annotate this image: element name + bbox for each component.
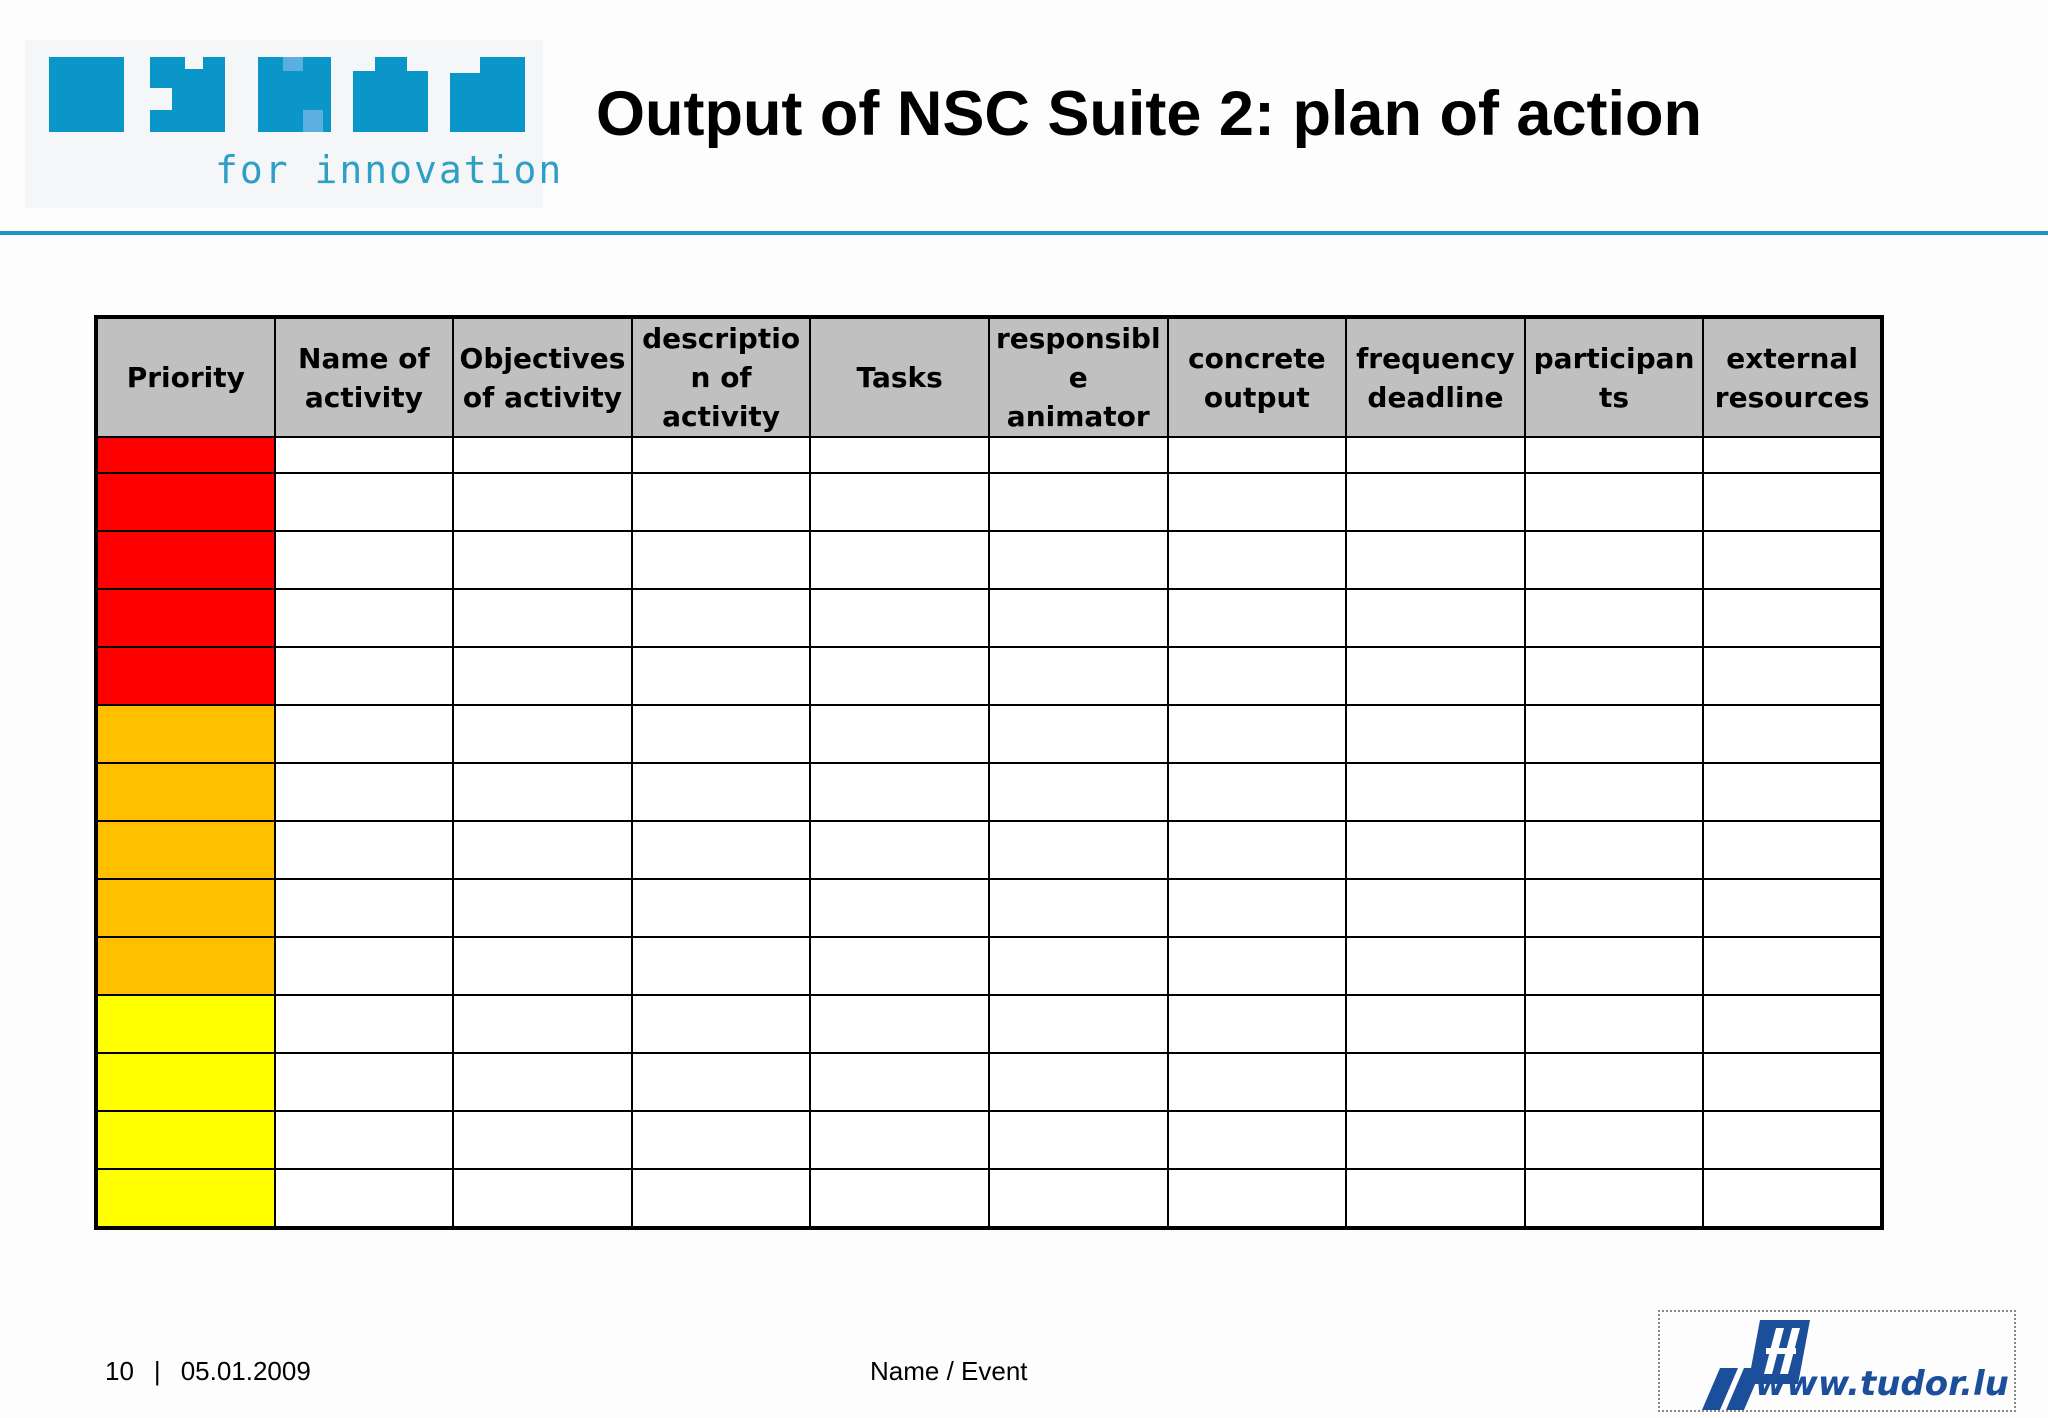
footer-date: 05.01.2009 [180,1356,311,1386]
table-cell [275,995,454,1053]
table-row [96,437,1882,473]
table-row [96,821,1882,879]
table-cell [1525,1111,1704,1169]
table-cell [1525,763,1704,821]
table-cell [1703,937,1882,995]
table-cell [275,1111,454,1169]
table-cell [632,879,811,937]
table-cell [810,1169,989,1228]
table-cell [453,647,632,705]
table-cell [632,763,811,821]
table-cell [989,705,1168,763]
table-cell [989,763,1168,821]
slide-title: Output of NSC Suite 2: plan of action [596,79,1702,149]
table-cell [1168,473,1347,531]
table-cell [275,1169,454,1228]
table-cell [1525,531,1704,589]
table-cell [810,437,989,473]
table-cell [1703,647,1882,705]
table-cell [632,437,811,473]
table-cell [1168,705,1347,763]
table-cell [1525,705,1704,763]
table-cell [1168,763,1347,821]
table-cell [989,647,1168,705]
table-cell [1525,589,1704,647]
table-cell [810,937,989,995]
table-cell [632,1111,811,1169]
table-cell [989,995,1168,1053]
table-cell [1703,879,1882,937]
table-cell [1703,589,1882,647]
table-cell [275,647,454,705]
table-cell [632,995,811,1053]
table-cell [275,531,454,589]
table-cell [810,879,989,937]
table-cell [810,647,989,705]
table-cell [632,647,811,705]
table-cell [632,589,811,647]
table-cell [453,937,632,995]
table-cell [1346,531,1525,589]
table-cell [1168,821,1347,879]
priority-cell-low [96,1169,275,1228]
table-cell [1168,937,1347,995]
table-cell [453,1111,632,1169]
table-cell [453,879,632,937]
table-row [96,879,1882,937]
table-cell [1168,1169,1347,1228]
partner-logo [1658,1310,2016,1412]
table-cell [1168,647,1347,705]
priority-cell-medium [96,705,275,763]
logo-mark-icon [25,40,543,150]
table-cell [989,437,1168,473]
table-cell [453,995,632,1053]
priority-cell-low [96,995,275,1053]
table-cell [1168,879,1347,937]
table-cell [1703,531,1882,589]
table-cell [1346,705,1525,763]
table-cell [275,879,454,937]
priority-cell-medium [96,879,275,937]
logo [25,40,564,208]
table-cell [453,589,632,647]
table-cell [989,1053,1168,1111]
table-cell [1346,1169,1525,1228]
priority-cell-low [96,1053,275,1111]
table-cell [453,1053,632,1111]
table-cell [989,821,1168,879]
table-cell [810,589,989,647]
footer-event: Name / Event [870,1356,1028,1386]
table-row [96,473,1882,531]
action-plan-table [94,315,1884,1230]
header-responsible-animator: responsible animator [989,317,1168,437]
table-row [96,1169,1882,1228]
table-cell [1525,995,1704,1053]
table-cell [453,473,632,531]
header-participants: participants [1525,317,1704,437]
table-cell [632,1169,811,1228]
table-cell [632,473,811,531]
table-cell [810,473,989,531]
header-concrete-output: concrete output [1168,317,1347,437]
table-cell [810,1053,989,1111]
table-row [96,589,1882,647]
table-body [96,437,1882,1228]
priority-cell-high [96,531,275,589]
table-row [96,937,1882,995]
table-cell [1168,1111,1347,1169]
table-row [96,1053,1882,1111]
table-cell [1525,473,1704,531]
table-cell [1346,473,1525,531]
table-cell [1346,995,1525,1053]
header-priority: Priority [96,317,275,437]
table-cell [453,821,632,879]
table-cell [275,1053,454,1111]
footer-page-info [105,1356,311,1387]
table-cell [453,437,632,473]
table-cell [1525,937,1704,995]
table-cell [1525,821,1704,879]
table-cell [1346,1111,1525,1169]
table-cell [1525,879,1704,937]
table-cell [1703,437,1882,473]
header-description-of-activity: description of activity [632,317,811,437]
header-objectives-of-activity: Objectives of activity [453,317,632,437]
table-cell [1168,531,1347,589]
table-cell [810,531,989,589]
table-cell [275,589,454,647]
table-cell [989,937,1168,995]
table-cell [1168,437,1347,473]
table-cell [453,705,632,763]
table-cell [1346,879,1525,937]
table-cell [1703,821,1882,879]
priority-cell-high [96,647,275,705]
table-cell [1346,1053,1525,1111]
table-cell [1703,995,1882,1053]
header-divider [0,231,2048,235]
priority-cell-low [96,1111,275,1169]
table-cell [989,1169,1168,1228]
table-cell [1703,1053,1882,1111]
table-cell [275,705,454,763]
table-cell [275,473,454,531]
table-cell [1703,705,1882,763]
table-cell [1703,763,1882,821]
table-cell [1525,1169,1704,1228]
table-cell [1525,437,1704,473]
table-row [96,763,1882,821]
table-cell [632,531,811,589]
priority-cell-high [96,473,275,531]
header-external-resources: external resources [1703,317,1882,437]
priority-cell-high [96,589,275,647]
partner-url: www.tudor.lu [1755,1364,2009,1404]
header-tasks: Tasks [810,317,989,437]
table-row [96,705,1882,763]
table-cell [632,705,811,763]
table-cell [1168,995,1347,1053]
table-cell [1525,647,1704,705]
priority-cell-high [96,437,275,473]
table-row [96,531,1882,589]
table-cell [1703,1111,1882,1169]
table-cell [989,879,1168,937]
table-cell [632,1053,811,1111]
table-cell [810,995,989,1053]
header-frequency-deadline: frequency deadline [1346,317,1525,437]
table-cell [632,821,811,879]
priority-cell-medium [96,763,275,821]
table-cell [453,531,632,589]
table-cell [1346,937,1525,995]
table-cell [810,763,989,821]
table-row [96,647,1882,705]
table-cell [453,1169,632,1228]
table-cell [989,531,1168,589]
priority-cell-medium [96,821,275,879]
table-cell [275,437,454,473]
table-cell [1168,1053,1347,1111]
table-cell [810,1111,989,1169]
table-cell [1346,589,1525,647]
table-cell [1346,647,1525,705]
table-header-row [96,317,1882,437]
table-cell [810,705,989,763]
priority-cell-medium [96,937,275,995]
table-cell [1703,473,1882,531]
table-cell [1703,1169,1882,1228]
table-row [96,1111,1882,1169]
table-cell [1346,763,1525,821]
table-cell [1168,589,1347,647]
header-name-of-activity: Name of activity [275,317,454,437]
table-cell [632,937,811,995]
table-cell [989,589,1168,647]
table-cell [1525,1053,1704,1111]
table-cell [1346,437,1525,473]
logo-tagline: for innovation [215,148,564,192]
footer-separator: | [153,1356,161,1386]
table-row [96,995,1882,1053]
table-cell [453,763,632,821]
table-cell [989,1111,1168,1169]
table-cell [275,763,454,821]
page-number: 10 [105,1356,134,1386]
table-cell [275,821,454,879]
table-cell [810,821,989,879]
table-cell [275,937,454,995]
table-cell [1346,821,1525,879]
table-cell [989,473,1168,531]
